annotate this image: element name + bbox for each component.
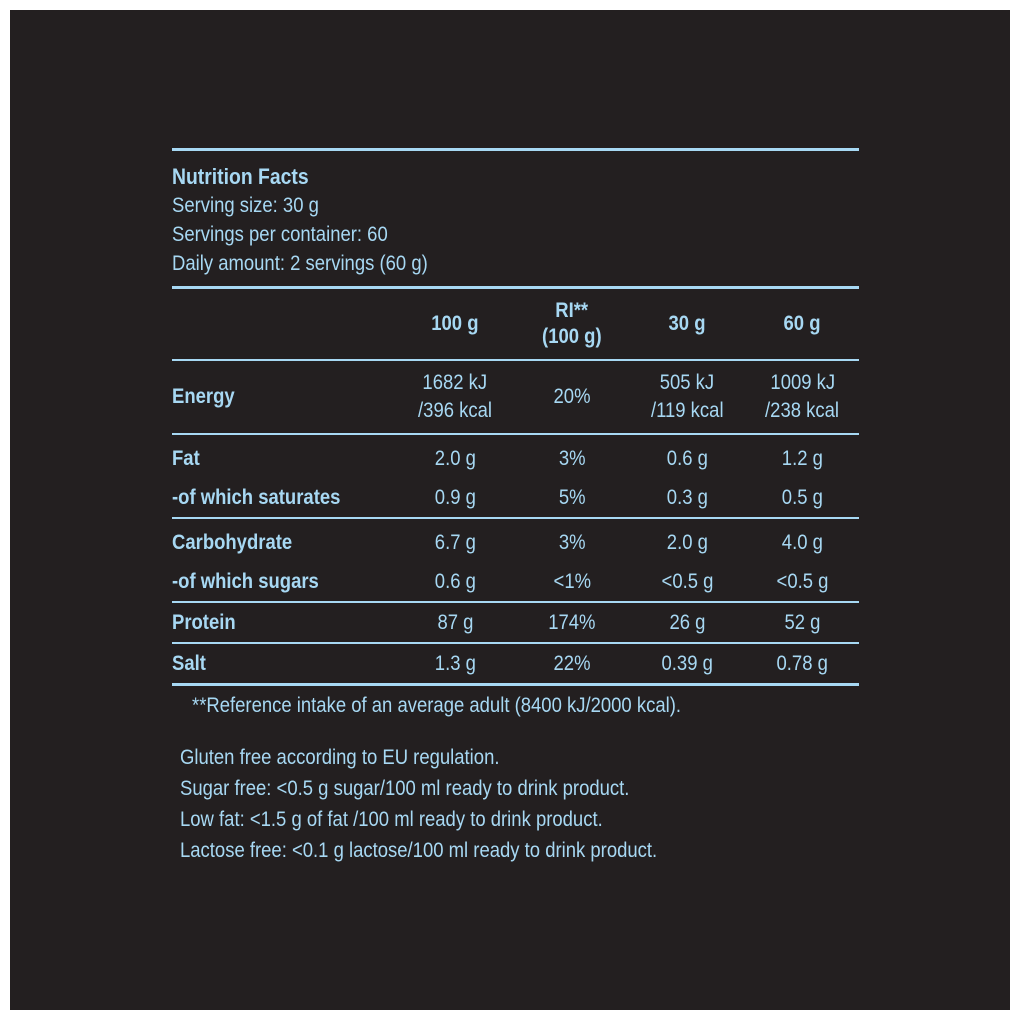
cell-per60: <0.5 g	[776, 569, 829, 593]
cell-per60: 0.78 g	[776, 651, 829, 675]
claim-gluten-free: Gluten free according to EU regulation.	[180, 746, 500, 769]
row-label: Carbohydrate	[172, 530, 293, 554]
column-header-per100: 100 g	[431, 312, 479, 335]
cell-per100: 0.6 g	[434, 569, 476, 593]
cell-per30: <0.5 g	[661, 569, 713, 593]
cell-ri: 3%	[558, 530, 586, 554]
row-label: -of which sugars	[172, 569, 319, 593]
cell-per100: 0.9 g	[434, 485, 476, 509]
column-header-per30: 30 g	[668, 312, 706, 335]
label-panel	[10, 10, 1010, 1010]
cell-ri: 174%	[548, 610, 596, 634]
claim-sugar-free: Sugar free: <0.5 g sugar/100 ml ready to drink product.	[180, 777, 630, 800]
cell-per30: 2.0 g	[666, 530, 708, 554]
bottom-rule	[172, 683, 859, 686]
cell-per30: 0.3 g	[666, 485, 708, 509]
column-header-ri: RI** (100 g)	[542, 299, 602, 348]
cell-per30: 0.39 g	[661, 651, 713, 675]
table-row-salt	[172, 644, 859, 683]
table-row-energy	[172, 361, 859, 433]
servings-per-container: Servings per container: 60	[172, 223, 388, 246]
row-label: Protein	[172, 610, 236, 634]
row-label: Salt	[172, 651, 206, 675]
cell-per60: 1009 kJ /238 kcal	[765, 371, 840, 422]
label-header	[172, 151, 859, 286]
claim-lactose-free: Lactose free: <0.1 g lactose/100 ml ready to drink product.	[180, 839, 658, 862]
product-claims	[180, 742, 859, 866]
label-title: Nutrition Facts	[172, 164, 309, 189]
row-label: -of which saturates	[172, 485, 341, 509]
cell-per60: 0.5 g	[781, 485, 824, 509]
cell-ri: 3%	[558, 446, 586, 470]
table-row-protein	[172, 603, 859, 642]
table-row-carbohydrate	[172, 519, 859, 562]
cell-per30: 26 g	[669, 610, 705, 634]
claim-low-fat: Low fat: <1.5 g of fat /100 ml ready to drink product.	[180, 808, 603, 831]
nutrition-table	[172, 289, 859, 683]
nutrition-label	[172, 148, 859, 866]
cell-ri: 22%	[553, 651, 591, 675]
cell-per100: 2.0 g	[434, 446, 476, 470]
column-header-row	[172, 289, 859, 359]
cell-per60: 4.0 g	[781, 530, 824, 554]
cell-per30: 505 kJ /119 kcal	[650, 371, 724, 422]
cell-ri: <1%	[553, 569, 591, 593]
table-row-sugars	[172, 562, 859, 601]
cell-per100: 6.7 g	[434, 530, 476, 554]
column-header-per60: 60 g	[784, 312, 821, 335]
cell-per100: 1.3 g	[434, 651, 476, 675]
daily-amount: Daily amount: 2 servings (60 g)	[172, 252, 428, 275]
column-header-name	[172, 289, 394, 359]
row-label: Fat	[172, 446, 200, 470]
serving-size: Serving size: 30 g	[172, 194, 319, 217]
cell-per100: 87 g	[437, 610, 473, 634]
cell-per30: 0.6 g	[666, 446, 708, 470]
row-label: Energy	[172, 385, 235, 408]
cell-per60: 1.2 g	[781, 446, 824, 470]
cell-per60: 52 g	[784, 610, 821, 634]
table-row-fat	[172, 435, 859, 478]
cell-per100: 1682 kJ /396 kcal	[418, 371, 492, 422]
cell-ri: 20%	[553, 385, 591, 408]
reference-intake-footnote: **Reference intake of an average adult (8400 kJ/2000 kcal).	[192, 694, 682, 717]
cell-ri: 5%	[558, 485, 586, 509]
table-row-saturates	[172, 478, 859, 517]
